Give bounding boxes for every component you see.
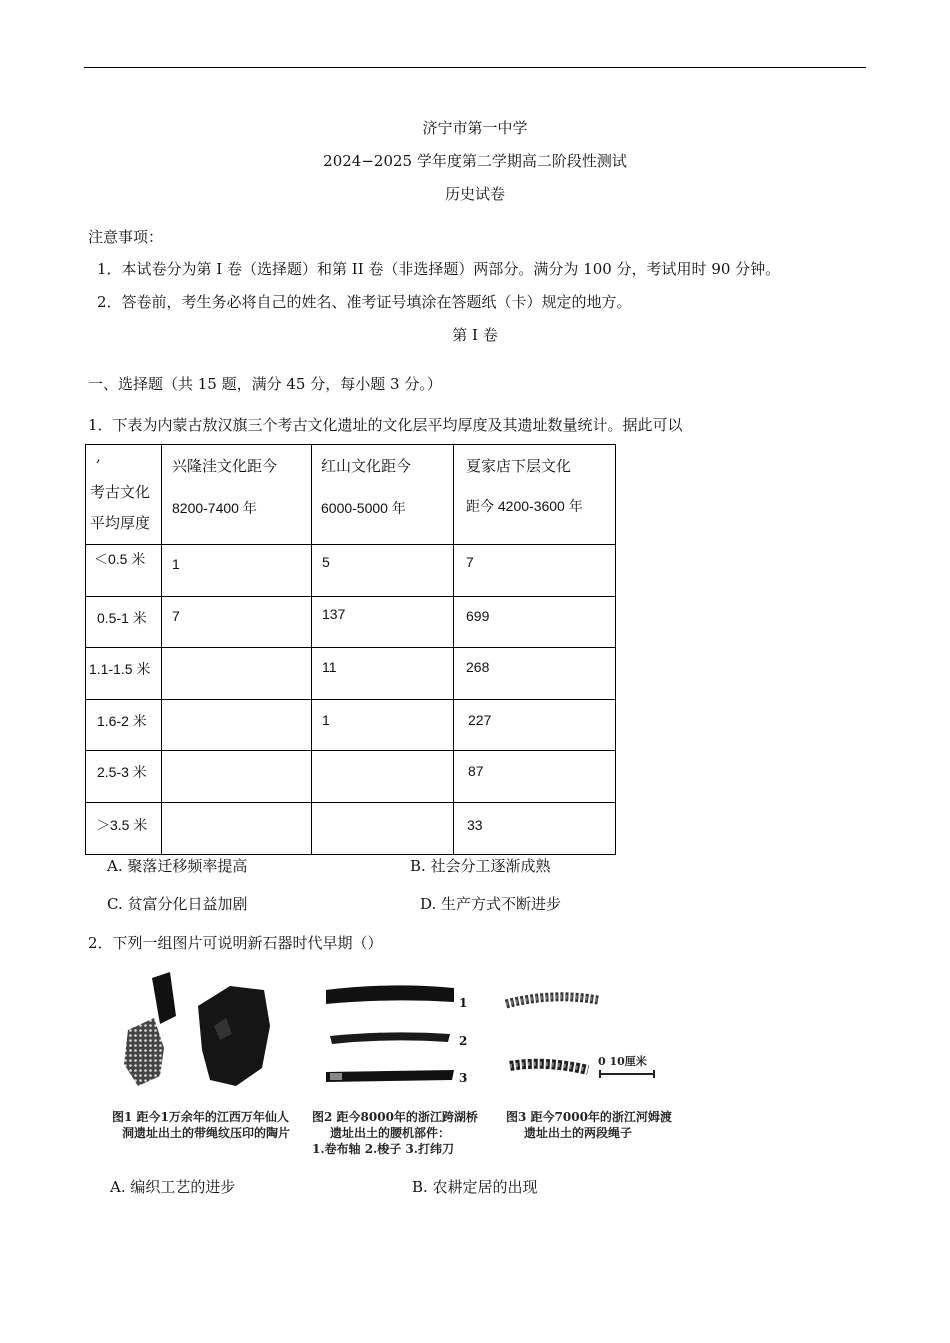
fig2-caption-l2: 遗址出土的腰机部件： (330, 1126, 451, 1140)
loom-label-1: 1 (459, 996, 468, 1010)
row-label: 2.5-3 米 (97, 764, 147, 780)
row-label: 1.1-1.5 米 (89, 661, 151, 677)
q1-option-d[interactable]: D. 生产方式不断进步 (420, 895, 562, 913)
q2-option-b[interactable]: B. 农耕定居的出现 (412, 1178, 538, 1196)
section-title: 一、选择题（共 15 题，满分 45 分，每小题 3 分。） (88, 375, 442, 393)
table-cell: 137 (322, 606, 346, 622)
table-cell: 11 (322, 659, 337, 675)
question-1-stem: 1．下表为内蒙古敖汉旗三个考古文化遗址的文化层平均厚度及其遗址数量统计。据此可以 (88, 416, 683, 434)
volume-title: 第 I 卷 (452, 326, 498, 344)
row-label: ＜0.5 米 (94, 551, 146, 567)
table-cell: 227 (468, 712, 492, 728)
exam-title: 2024−2025 学年度第二学期高二阶段性测试 (323, 152, 627, 170)
school-name: 济宁市第一中学 (422, 119, 528, 137)
question-2-stem: 2．下列一组图片可说明新石器时代早期（） (88, 934, 383, 952)
q2-option-a[interactable]: A. 编织工艺的进步 (110, 1178, 236, 1196)
archaeology-table (85, 444, 616, 855)
col-header-line1: 红山文化距今 (321, 457, 412, 475)
row-label: ＞3.5 米 (96, 817, 148, 833)
q1-option-a[interactable]: A. 聚落迁移频率提高 (107, 857, 248, 875)
col-header-line2: 距今 4200-3600 年 (466, 498, 583, 514)
col-header-line2: 8200-7400 年 (172, 500, 257, 516)
corner-label-thickness: 平均厚度 (90, 514, 151, 532)
fig2-caption-l3: 1.卷布轴 2.梭子 3.打纬刀 (312, 1142, 454, 1156)
q1-option-c[interactable]: C. 贫富分化日益加剧 (107, 895, 248, 913)
col-header-line1: 兴隆洼文化距今 (172, 457, 278, 475)
table-cell: 5 (322, 554, 330, 570)
table-cell: 268 (466, 659, 490, 675)
fig2-caption-l1: 图2 距今8000年的浙江跨湖桥 (312, 1110, 478, 1124)
subject-title: 历史试卷 (444, 185, 505, 203)
table-row (86, 597, 616, 648)
corner-label-culture: 考古文化 (90, 483, 151, 501)
fig1-caption-l1: 图1 距今1万余年的江西万年仙人 (112, 1110, 289, 1124)
scale-bar-icon (598, 1070, 658, 1078)
row-label: 0.5-1 米 (97, 610, 147, 626)
col-header-hongshan (312, 445, 454, 545)
corner-mark: , (96, 447, 101, 465)
row-label: 1.6-2 米 (97, 713, 147, 729)
fig3-caption-l2: 遗址出土的两段绳子 (524, 1126, 633, 1140)
table-header-row (86, 445, 616, 545)
table-cell: 87 (468, 763, 484, 779)
table-row (86, 803, 616, 855)
loom-label-2: 2 (459, 1034, 468, 1048)
table-cell: 33 (467, 817, 483, 833)
pottery-shards-image (118, 968, 288, 1093)
q2-figure-group (108, 968, 673, 1163)
table-row (86, 751, 616, 803)
header-rule (84, 67, 866, 68)
notice-title: 注意事项： (88, 228, 164, 246)
fig1-caption-l2: 洞遗址出土的带绳纹压印的陶片 (122, 1126, 291, 1140)
table-cell: 1 (172, 556, 180, 572)
fig3-scale-label: 0 10厘米 (598, 1055, 647, 1068)
col-header-line2: 6000-5000 年 (321, 500, 406, 516)
fig3-caption-l1: 图3 距今7000年的浙江河姆渡 (506, 1110, 672, 1124)
table-cell: 699 (466, 608, 490, 624)
loom-label-3: 3 (459, 1071, 468, 1085)
col-header-xiajiadian (454, 445, 616, 545)
table-cell: 7 (172, 608, 180, 624)
q1-option-b[interactable]: B. 社会分工逐渐成熟 (410, 857, 551, 875)
table-cell: 1 (322, 712, 330, 728)
table-corner-cell (86, 445, 162, 545)
table-row (86, 545, 616, 597)
col-header-line1: 夏家店下层文化 (466, 457, 572, 475)
notice-item-2: 2．答卷前，考生务必将自己的姓名、准考证号填涂在答题纸（卡）规定的地方。 (97, 293, 632, 311)
rope-image (504, 990, 600, 1090)
table-cell: 7 (466, 554, 474, 570)
table-row (86, 700, 616, 751)
loom-parts-image (320, 980, 460, 1090)
table-row (86, 648, 616, 700)
notice-item-1: 1．本试卷分为第 I 卷（选择题）和第 II 卷（非选择题）两部分。满分为 100 分，考试用时 90 分钟。 (97, 260, 781, 278)
col-header-xinglongwa (162, 445, 312, 545)
